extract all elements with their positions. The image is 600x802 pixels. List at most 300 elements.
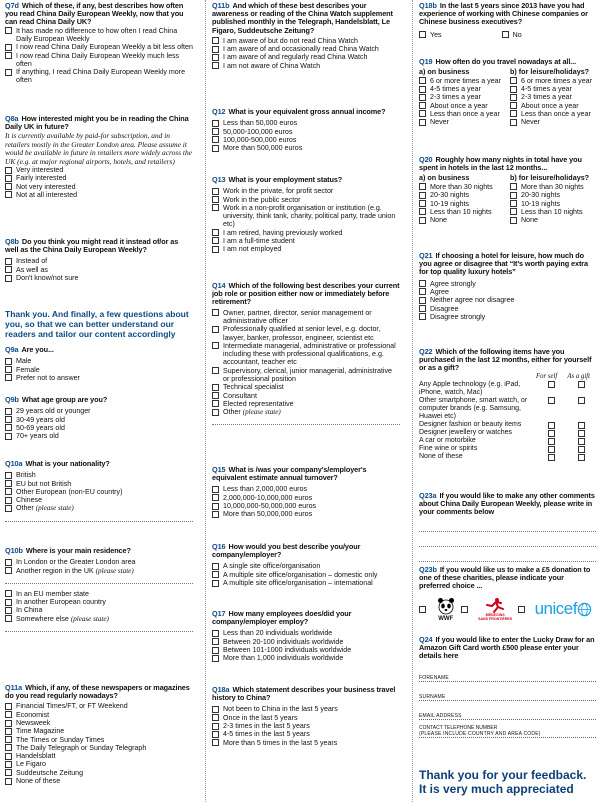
checkbox[interactable] bbox=[5, 505, 12, 512]
forename-field[interactable]: FORENAME bbox=[419, 661, 596, 682]
checkbox[interactable] bbox=[419, 200, 426, 207]
checkbox[interactable] bbox=[5, 480, 12, 487]
option-label: Female bbox=[16, 365, 40, 374]
option[interactable] bbox=[510, 118, 596, 126]
checkbox[interactable] bbox=[212, 630, 219, 637]
option[interactable] bbox=[212, 722, 400, 730]
checkbox-for-self[interactable] bbox=[548, 430, 555, 437]
checkbox[interactable] bbox=[212, 638, 219, 645]
question-text: If you would like to enter the Lucky Draw for an Amazon Gift Card worth £500 please enter your details here bbox=[419, 635, 595, 661]
checkbox[interactable] bbox=[212, 511, 219, 518]
checkbox-as-gift[interactable] bbox=[578, 397, 585, 404]
option[interactable] bbox=[419, 93, 505, 101]
option[interactable] bbox=[419, 191, 505, 199]
checkbox[interactable] bbox=[419, 305, 426, 312]
option[interactable] bbox=[510, 183, 596, 191]
comment-line[interactable] bbox=[419, 540, 596, 547]
checkbox[interactable] bbox=[419, 217, 426, 224]
checkbox[interactable] bbox=[212, 655, 219, 662]
option[interactable] bbox=[212, 638, 400, 646]
checkbox[interactable] bbox=[212, 723, 219, 730]
option-label: More than 500,000 euros bbox=[223, 144, 303, 153]
option[interactable] bbox=[212, 739, 400, 747]
option[interactable] bbox=[419, 102, 505, 110]
option[interactable] bbox=[212, 136, 400, 144]
option-label: In an EU member state bbox=[16, 589, 89, 598]
checkbox[interactable] bbox=[5, 769, 12, 776]
option[interactable] bbox=[212, 237, 400, 245]
option[interactable] bbox=[212, 562, 400, 570]
options-list bbox=[212, 629, 400, 662]
option[interactable] bbox=[212, 714, 400, 722]
checkbox[interactable] bbox=[5, 408, 12, 415]
checkbox[interactable] bbox=[419, 183, 426, 190]
checkbox[interactable] bbox=[5, 69, 12, 76]
option[interactable] bbox=[5, 719, 193, 727]
checkbox[interactable] bbox=[5, 567, 12, 574]
option-other[interactable]: Other (please state) bbox=[5, 504, 193, 512]
checkbox[interactable] bbox=[5, 711, 12, 718]
option[interactable] bbox=[5, 416, 193, 424]
option[interactable] bbox=[5, 496, 193, 504]
option-label: 6 or more times a year bbox=[521, 76, 592, 85]
option[interactable] bbox=[5, 266, 193, 274]
option[interactable] bbox=[212, 342, 400, 367]
thanks-block bbox=[419, 769, 596, 796]
checkbox[interactable] bbox=[419, 102, 426, 109]
option[interactable] bbox=[212, 229, 400, 237]
question-q17 bbox=[212, 610, 400, 663]
question-text: What is your nationality? bbox=[25, 459, 110, 468]
checkbox[interactable] bbox=[212, 706, 219, 713]
checkbox-as-gift-cell bbox=[566, 397, 596, 405]
options-list bbox=[510, 183, 596, 224]
option[interactable] bbox=[212, 119, 400, 127]
checkbox-for-self[interactable] bbox=[548, 446, 555, 453]
checkbox-as-gift-cell bbox=[566, 429, 596, 437]
option[interactable] bbox=[419, 208, 505, 216]
phone-label: CONTACT TELEPHONE NUMBER bbox=[419, 724, 498, 731]
checkbox[interactable] bbox=[5, 183, 12, 190]
checkbox-unicef[interactable] bbox=[518, 606, 525, 613]
checkbox[interactable] bbox=[212, 62, 219, 69]
option[interactable] bbox=[5, 183, 193, 191]
checkbox[interactable] bbox=[419, 94, 426, 101]
option[interactable] bbox=[510, 216, 596, 224]
checkbox[interactable] bbox=[212, 731, 219, 738]
option[interactable] bbox=[419, 118, 505, 126]
option[interactable] bbox=[5, 760, 193, 768]
checkbox[interactable] bbox=[5, 736, 12, 743]
checkbox[interactable] bbox=[419, 119, 426, 126]
option-label: Chinese bbox=[16, 496, 43, 505]
phone-field[interactable]: (PLEASE INCLUDE COUNTRY AND AREA CODE) bbox=[419, 731, 596, 738]
checkbox[interactable] bbox=[212, 37, 219, 44]
option[interactable] bbox=[5, 274, 193, 282]
write-in-line[interactable] bbox=[5, 625, 193, 632]
option-label: Not at all interested bbox=[16, 190, 78, 199]
option-label: Never bbox=[430, 118, 449, 127]
option[interactable] bbox=[5, 424, 193, 432]
option-label: More than 30 nights bbox=[521, 182, 584, 191]
checkbox[interactable] bbox=[212, 486, 219, 493]
option[interactable] bbox=[419, 183, 505, 191]
write-in-line[interactable] bbox=[5, 515, 193, 522]
checkbox[interactable] bbox=[5, 191, 12, 198]
msf-logo: MÉDECINS SANS FRONTIÈRES bbox=[478, 597, 512, 621]
option-label: I am aware of and occasionally read China Watch bbox=[223, 45, 379, 54]
column-1 bbox=[5, 0, 193, 802]
checkbox[interactable] bbox=[5, 175, 12, 182]
option[interactable] bbox=[5, 52, 193, 69]
checkbox[interactable] bbox=[5, 559, 12, 566]
checkbox[interactable] bbox=[5, 374, 12, 381]
checkbox-for-self[interactable] bbox=[548, 454, 555, 461]
checkbox[interactable] bbox=[212, 571, 219, 578]
checkbox[interactable] bbox=[212, 136, 219, 143]
checkbox[interactable] bbox=[5, 52, 12, 59]
checkbox-for-self[interactable] bbox=[548, 381, 555, 388]
checkbox[interactable] bbox=[5, 266, 12, 273]
question-q23b bbox=[419, 566, 596, 623]
checkbox[interactable] bbox=[5, 424, 12, 431]
checkbox[interactable] bbox=[212, 384, 219, 391]
checkbox[interactable] bbox=[212, 46, 219, 53]
question-text: Which statement describes your business travel history to China? bbox=[212, 685, 396, 703]
option[interactable] bbox=[212, 629, 400, 637]
option[interactable] bbox=[5, 769, 193, 777]
option-label: Owner, partner, director, senior management or administrative officer bbox=[223, 308, 372, 325]
option[interactable] bbox=[5, 777, 193, 785]
checkbox[interactable] bbox=[212, 714, 219, 721]
option[interactable] bbox=[510, 208, 596, 216]
option[interactable] bbox=[510, 110, 596, 118]
checkbox[interactable] bbox=[5, 433, 12, 440]
unicef-logo: unicef bbox=[535, 600, 592, 618]
checkbox[interactable] bbox=[5, 744, 12, 751]
checkbox[interactable] bbox=[510, 77, 517, 84]
option-label: Between 20-100 individuals worldwide bbox=[223, 637, 344, 646]
option[interactable] bbox=[5, 711, 193, 719]
checkbox[interactable] bbox=[212, 188, 219, 195]
option[interactable] bbox=[419, 85, 505, 93]
checkbox[interactable] bbox=[5, 27, 12, 34]
checkbox-as-gift[interactable] bbox=[578, 430, 585, 437]
option[interactable] bbox=[212, 646, 400, 654]
checkbox[interactable] bbox=[212, 367, 219, 374]
checkbox[interactable] bbox=[212, 54, 219, 61]
options-list bbox=[5, 407, 193, 440]
option[interactable] bbox=[5, 68, 193, 85]
checkbox[interactable] bbox=[212, 237, 219, 244]
option[interactable] bbox=[5, 606, 193, 614]
options-list bbox=[5, 471, 193, 504]
question-text: How often do you travel nowadays at all... bbox=[435, 57, 577, 66]
option[interactable] bbox=[5, 257, 193, 265]
question-q18b bbox=[419, 2, 596, 39]
option[interactable] bbox=[5, 744, 193, 752]
option[interactable] bbox=[5, 366, 193, 374]
checkbox[interactable] bbox=[5, 607, 12, 614]
option[interactable] bbox=[212, 510, 400, 518]
checkbox[interactable] bbox=[5, 472, 12, 479]
write-in-line[interactable] bbox=[212, 418, 400, 425]
checkbox[interactable] bbox=[5, 258, 12, 265]
question-text: How would you best describe you/your company/employer? bbox=[212, 542, 361, 560]
option[interactable] bbox=[5, 27, 193, 44]
option-label: I am aware of but do not read China Watch bbox=[223, 36, 358, 45]
option[interactable] bbox=[5, 357, 193, 365]
checkbox-as-gift-cell bbox=[566, 381, 596, 389]
checkbox[interactable] bbox=[510, 183, 517, 190]
option[interactable] bbox=[5, 407, 193, 415]
option[interactable] bbox=[212, 654, 400, 662]
option-label: Suddeutsche Zeitung bbox=[16, 768, 84, 777]
checkbox[interactable] bbox=[212, 309, 219, 316]
option[interactable] bbox=[510, 191, 596, 199]
subheading-business: a) on business bbox=[419, 67, 470, 77]
option[interactable] bbox=[212, 392, 400, 400]
email-field[interactable]: EMAIL ADDRESS bbox=[419, 701, 596, 720]
question-text: Which of the following items have you purchased in the last 12 months, either for yourself or as a gift? bbox=[419, 347, 592, 373]
option[interactable] bbox=[212, 383, 400, 391]
option[interactable] bbox=[212, 128, 400, 136]
option[interactable] bbox=[510, 85, 596, 93]
checkbox[interactable] bbox=[419, 297, 426, 304]
checkbox[interactable] bbox=[212, 145, 219, 152]
checkbox[interactable] bbox=[510, 86, 517, 93]
option[interactable] bbox=[5, 191, 193, 199]
checkbox[interactable] bbox=[5, 366, 12, 373]
checkbox-as-gift[interactable] bbox=[578, 454, 585, 461]
option-label: Less than 10 nights bbox=[430, 207, 492, 216]
option[interactable] bbox=[212, 245, 400, 253]
option[interactable] bbox=[212, 325, 400, 342]
checkbox[interactable] bbox=[419, 208, 426, 215]
question-q14 bbox=[212, 282, 400, 428]
option[interactable] bbox=[212, 45, 400, 53]
question-number: Q9b bbox=[5, 395, 19, 404]
option[interactable] bbox=[212, 204, 400, 229]
question-q23a bbox=[419, 492, 596, 565]
subheading-leisure: b) for leisure/holidays? bbox=[510, 67, 590, 77]
question-q9a bbox=[5, 346, 193, 382]
checkbox[interactable] bbox=[419, 280, 426, 287]
question-text: Are you... bbox=[21, 345, 54, 354]
option[interactable] bbox=[510, 93, 596, 101]
checkbox[interactable] bbox=[5, 728, 12, 735]
option[interactable] bbox=[212, 705, 400, 713]
checkbox-for-self[interactable] bbox=[548, 397, 555, 404]
checkbox[interactable] bbox=[212, 392, 219, 399]
checkbox[interactable] bbox=[5, 497, 12, 504]
checkbox[interactable] bbox=[5, 720, 12, 727]
option[interactable] bbox=[212, 144, 400, 152]
question-number: Q19 bbox=[419, 57, 433, 66]
option[interactable] bbox=[419, 200, 505, 208]
option-label: Less than once a year bbox=[430, 109, 500, 118]
option[interactable] bbox=[510, 102, 596, 110]
checkbox-as-gift[interactable] bbox=[578, 446, 585, 453]
option[interactable] bbox=[212, 187, 400, 195]
option[interactable] bbox=[5, 43, 193, 51]
question-number: Q10b bbox=[5, 546, 23, 555]
checkbox[interactable] bbox=[510, 102, 517, 109]
option-label: Prefer not to answer bbox=[16, 373, 80, 382]
checkbox[interactable] bbox=[510, 94, 517, 101]
option[interactable] bbox=[5, 752, 193, 760]
checkbox[interactable] bbox=[212, 400, 219, 407]
checkbox[interactable] bbox=[212, 120, 219, 127]
option[interactable] bbox=[419, 296, 596, 304]
option[interactable] bbox=[212, 367, 400, 384]
surname-field[interactable]: SURNAME bbox=[419, 682, 596, 701]
checkbox[interactable] bbox=[212, 739, 219, 746]
option[interactable] bbox=[5, 471, 193, 479]
checkbox[interactable] bbox=[5, 416, 12, 423]
option[interactable] bbox=[5, 598, 193, 606]
checkbox[interactable] bbox=[419, 31, 426, 38]
checkbox[interactable] bbox=[212, 229, 219, 236]
question-number: Q18b bbox=[419, 1, 437, 10]
option[interactable] bbox=[5, 736, 193, 744]
question-number: Q20 bbox=[419, 155, 433, 164]
options-list bbox=[212, 309, 400, 409]
option[interactable] bbox=[419, 288, 596, 296]
checkbox[interactable] bbox=[5, 599, 12, 606]
option-yes[interactable]: Yes bbox=[419, 31, 442, 39]
option[interactable] bbox=[5, 174, 193, 182]
option[interactable] bbox=[212, 571, 400, 579]
checkbox[interactable] bbox=[419, 192, 426, 199]
comment-line[interactable] bbox=[419, 525, 596, 532]
checkbox[interactable] bbox=[5, 358, 12, 365]
option[interactable] bbox=[419, 313, 596, 321]
option[interactable] bbox=[212, 485, 400, 493]
option-label: Less than 10 nights bbox=[521, 207, 583, 216]
option[interactable] bbox=[5, 727, 193, 735]
option[interactable] bbox=[5, 374, 193, 382]
checkbox[interactable] bbox=[419, 86, 426, 93]
checkbox[interactable] bbox=[419, 77, 426, 84]
question-text: Which of the following best describes your current job role or position either now or immediately before retirement? bbox=[212, 281, 400, 307]
option-label: 70+ years old bbox=[16, 432, 59, 441]
checkbox[interactable] bbox=[212, 128, 219, 135]
checkbox[interactable] bbox=[5, 778, 12, 785]
checkbox[interactable] bbox=[5, 275, 12, 282]
option-label: 20-30 nights bbox=[430, 191, 470, 200]
checkbox[interactable] bbox=[212, 342, 219, 349]
option[interactable] bbox=[5, 488, 193, 496]
option[interactable] bbox=[212, 37, 400, 45]
option-no[interactable]: No bbox=[502, 31, 522, 39]
checkbox-as-gift[interactable] bbox=[578, 381, 585, 388]
option[interactable]: In London or the Greater London area bbox=[5, 558, 193, 566]
option[interactable] bbox=[419, 305, 596, 313]
checkbox[interactable] bbox=[212, 204, 219, 211]
checkbox[interactable] bbox=[510, 119, 517, 126]
option-else[interactable]: Somewhere else (please state) bbox=[5, 615, 193, 623]
question-q9b bbox=[5, 396, 193, 440]
option[interactable] bbox=[5, 590, 193, 598]
checkbox[interactable] bbox=[212, 647, 219, 654]
option[interactable] bbox=[510, 200, 596, 208]
option[interactable] bbox=[510, 77, 596, 85]
option[interactable] bbox=[5, 432, 193, 440]
option[interactable] bbox=[419, 77, 505, 85]
checkbox[interactable] bbox=[212, 503, 219, 510]
option[interactable] bbox=[5, 166, 193, 174]
question-number: Q8a bbox=[5, 114, 19, 123]
comment-line[interactable] bbox=[419, 555, 596, 562]
checkbox-for-self[interactable] bbox=[548, 438, 555, 445]
checkbox[interactable] bbox=[510, 192, 517, 199]
checkbox[interactable] bbox=[419, 288, 426, 295]
option[interactable] bbox=[419, 280, 596, 288]
checkbox[interactable] bbox=[5, 761, 12, 768]
checkbox[interactable] bbox=[212, 563, 219, 570]
option-label: Less than 50,000 euros bbox=[223, 119, 298, 128]
checkbox[interactable] bbox=[5, 615, 12, 622]
option[interactable] bbox=[212, 502, 400, 510]
checkbox[interactable] bbox=[5, 703, 12, 710]
checkbox[interactable] bbox=[212, 326, 219, 333]
option-other[interactable]: Other (please state) bbox=[212, 408, 400, 416]
option[interactable] bbox=[212, 309, 400, 326]
checkbox[interactable] bbox=[510, 200, 517, 207]
wwf-logo: WWF bbox=[436, 596, 456, 623]
option[interactable] bbox=[212, 62, 400, 70]
checkbox[interactable] bbox=[5, 167, 12, 174]
checkbox[interactable] bbox=[510, 217, 517, 224]
option[interactable] bbox=[5, 480, 193, 488]
checkbox-for-self[interactable] bbox=[548, 422, 555, 429]
option-label: 29 years old or younger bbox=[16, 407, 91, 416]
checkbox[interactable] bbox=[502, 31, 509, 38]
option[interactable]: Another region in the UK (please state) bbox=[5, 567, 193, 575]
checkbox[interactable] bbox=[212, 196, 219, 203]
option[interactable] bbox=[212, 196, 400, 204]
checkbox[interactable] bbox=[5, 753, 12, 760]
option[interactable] bbox=[212, 400, 400, 408]
checkbox[interactable] bbox=[5, 44, 12, 51]
checkbox-msf[interactable] bbox=[461, 606, 468, 613]
write-in-line[interactable] bbox=[5, 577, 193, 584]
checkbox-as-gift[interactable] bbox=[578, 438, 585, 445]
question-text: In the last 5 years since 2013 have you had experience of working with Chinese companies or Chinese business executives? bbox=[419, 1, 588, 27]
checkbox[interactable] bbox=[419, 110, 426, 117]
checkbox[interactable] bbox=[510, 110, 517, 117]
option[interactable] bbox=[212, 730, 400, 738]
checkbox[interactable] bbox=[212, 494, 219, 501]
checkbox[interactable] bbox=[510, 208, 517, 215]
running-figure-icon bbox=[484, 597, 506, 613]
option[interactable] bbox=[212, 494, 400, 502]
option[interactable] bbox=[419, 216, 505, 224]
checkbox[interactable] bbox=[212, 580, 219, 587]
checkbox[interactable] bbox=[212, 409, 219, 416]
option[interactable] bbox=[212, 53, 400, 61]
checkbox[interactable] bbox=[5, 488, 12, 495]
option[interactable] bbox=[419, 110, 505, 118]
option[interactable] bbox=[5, 702, 193, 710]
checkbox-wwf[interactable] bbox=[419, 606, 426, 613]
checkbox[interactable] bbox=[212, 246, 219, 253]
checkbox[interactable] bbox=[5, 590, 12, 597]
checkbox[interactable] bbox=[419, 313, 426, 320]
checkbox-as-gift[interactable] bbox=[578, 422, 585, 429]
option[interactable] bbox=[212, 579, 400, 587]
